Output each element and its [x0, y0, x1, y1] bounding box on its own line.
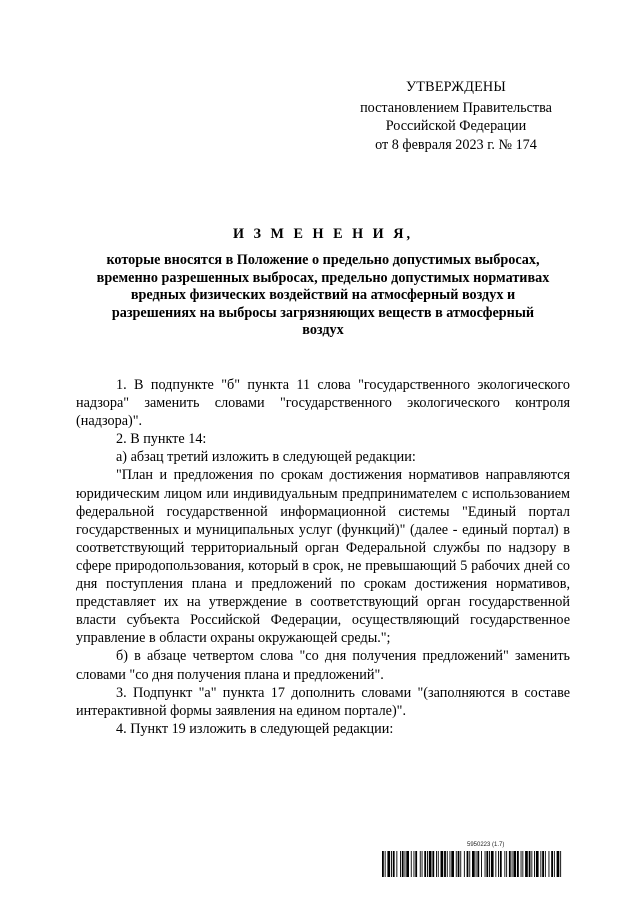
- paragraph-4: "План и предложения по срокам достижения нормативов направляются юридическим лицом или индивидуальным предпринимателем с использованием федеральной государственной информационной системы "Единый портал государственных и муниципальных услуг (функций)" (далее - единый портал) в соответствующий территориальный орган Федеральной службы по надзору в сфере природопользования, который в срок, не превышающий 5 рабочих дней со дня поступления плана и предложений по срокам достижения нормативов, представляет их на утверждение в соответствующий орган государственной власти субъекта Российской Федерации, осуществляющий государственное управление в области охраны окружающей среды.";: [76, 467, 570, 647]
- paragraph-5: б) в абзаце четвертом слова "со дня получения предложений" заменить словами "со дня получения плана и предложений".: [76, 648, 570, 683]
- paragraph-6: 3. Подпункт "а" пункта 17 дополнить словами "(заполняются в составе интерактивной формы заявления на едином портале)".: [76, 684, 570, 719]
- approved-label: УТВЕРЖДЕНЫ: [406, 79, 506, 95]
- document-subtitle: которые вносятся в Положение о предельно допустимых выбросах, временно разрешенных выбросах, предельно допустимых нормативах вредных физических воздействий на атмосферный воздух и разрешениях на выбросы загрязняющих веществ в атмосферный воздух: [96, 252, 550, 339]
- document-body: [76, 376, 570, 738]
- paragraph-2: 2. В пункте 14:: [116, 431, 207, 448]
- barcode-image: [382, 851, 562, 877]
- document-title: И З М Е Н Е Н И Я,: [232, 226, 414, 242]
- approval-line-2: Российской Федерации: [385, 118, 527, 134]
- approval-stamp: [340, 78, 572, 154]
- barcode-code: 5950223 (1.7): [467, 842, 505, 848]
- approval-line-3: от 8 февраля 2023 г. № 174: [375, 136, 537, 153]
- approval-line-1: постановлением Правительства: [360, 99, 552, 116]
- paragraph-1: 1. В подпункте "б" пункта 11 слова "государственного экологического надзора" заменить словами "государственного экологического контроля (надзора)".: [76, 377, 570, 430]
- paragraph-3: а) абзац третий изложить в следующей редакции:: [116, 449, 416, 466]
- paragraph-7: 4. Пункт 19 изложить в следующей редакции:: [116, 720, 394, 737]
